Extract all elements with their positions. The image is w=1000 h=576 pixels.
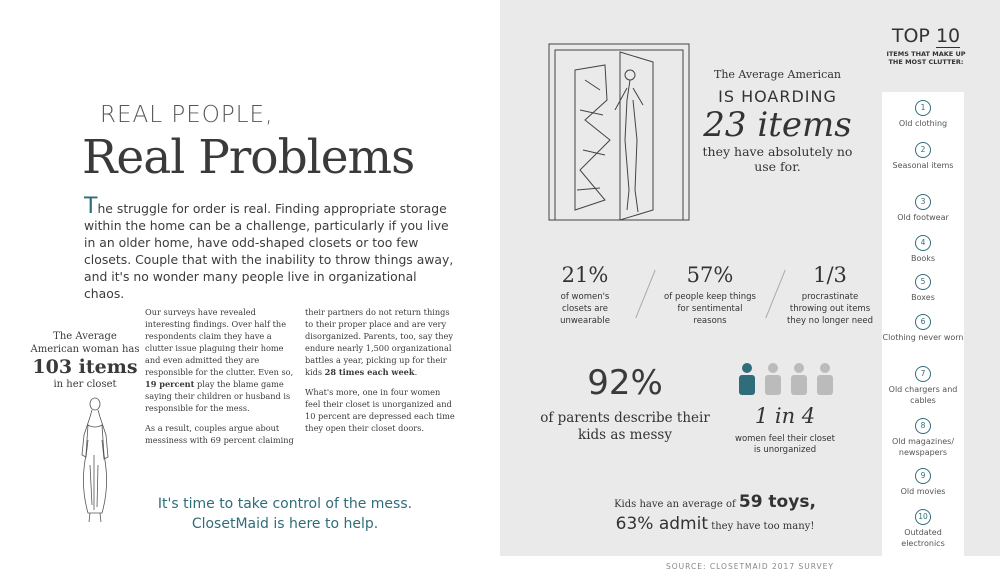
hoard-line-2: IS HOARDING	[718, 87, 837, 106]
list-item-label: Old clothing	[898, 119, 948, 128]
number-circle: 5	[915, 274, 931, 290]
stat-21-percent	[545, 262, 625, 327]
list-item	[882, 468, 964, 497]
toys-admit: 63% admit	[615, 514, 709, 534]
call-to-action	[150, 494, 420, 534]
list-item-label: Old magazines/ newspapers	[891, 437, 955, 457]
hoarding-stat	[700, 68, 855, 174]
stat-21-number: 21%	[561, 263, 609, 287]
drop-cap: T	[84, 194, 98, 219]
person-icon	[765, 363, 781, 395]
closet-door-illustration	[545, 40, 695, 225]
col2-bold: 28 times each week	[324, 367, 415, 377]
stat-57-percent	[660, 262, 760, 327]
top10-header	[880, 25, 972, 66]
woman-stat-number: 103 items	[32, 356, 138, 378]
stat-92-number: 92%	[587, 363, 663, 403]
stat-14-text: women feel their closet is unorganized	[735, 434, 835, 455]
list-item-label: Outdated electronics	[901, 528, 945, 548]
number-circle: 3	[915, 194, 931, 210]
number-circle: 7	[915, 366, 931, 382]
col2-text-b: .	[414, 367, 418, 377]
kicker: REAL PEOPLE,	[100, 102, 274, 128]
col2-text-a: their partners do not return things to their proper place and are very disorganized. Parents, too, say they endure nearly 1,500 organizational battles a year, picking up for their kids	[305, 307, 453, 377]
woman-stat-line-2: in her closet	[53, 379, 117, 390]
toys-line-2	[585, 514, 845, 534]
intro-paragraph	[84, 194, 454, 302]
stat-13-text: procrastinate throwing out items they no longer need	[787, 292, 873, 326]
hoard-number: 23 items	[703, 105, 852, 145]
col1-bold: 19 percent	[145, 379, 195, 389]
col1-paragraph-2: As a result, couples argue about messiness with 69 percent claiming	[145, 423, 294, 445]
top10-title-a: TOP	[891, 25, 936, 47]
person-icon	[817, 363, 833, 395]
woman-sketch-illustration	[70, 395, 120, 525]
number-circle: 1	[915, 100, 931, 116]
cta-line-1: It's time to take control of the mess.	[157, 496, 413, 512]
list-item	[882, 100, 964, 129]
person-icon-highlighted	[739, 363, 755, 395]
col1-text-a: Our surveys have revealed interesting findings. Over half the respondents claim they have a clutter issue plaguing their home and even admitted they are responsible for the clutter. Even so,	[145, 307, 294, 377]
toys-number: 59 toys,	[738, 492, 816, 512]
cta-line-2: ClosetMaid is here to help.	[191, 516, 379, 532]
toys-text-a: Kids have an average of	[614, 499, 739, 510]
number-circle: 10	[915, 509, 931, 525]
number-circle: 2	[915, 142, 931, 158]
col2-paragraph-2: What's more, one in four women feel their closet is unorganized and 10 percent are depressed each time they open their closet doors.	[305, 387, 455, 433]
stat-14-number: 1 in 4	[754, 404, 816, 428]
person-icon	[791, 363, 807, 395]
list-item	[882, 235, 964, 264]
top10-list	[882, 92, 964, 556]
stat-13-number: 1/3	[813, 263, 847, 287]
hoard-line-4: they have absolutely no use for.	[702, 144, 853, 174]
stat-57-number: 57%	[686, 263, 734, 287]
number-circle: 9	[915, 468, 931, 484]
list-item	[882, 142, 964, 171]
list-item	[882, 274, 964, 303]
headline: Real Problems	[82, 130, 415, 185]
stat-21-text: of women's closets are unwearable	[560, 292, 610, 326]
number-circle: 6	[915, 314, 931, 330]
number-circle: 4	[915, 235, 931, 251]
stat-57-text: of people keep things for sentimental reasons	[664, 292, 756, 326]
list-item	[882, 418, 964, 458]
list-item-label: Old movies	[900, 487, 946, 496]
stat-one-third	[785, 262, 875, 327]
top10-subtitle: ITEMS THAT MAKE UP THE MOST CLUTTER:	[886, 50, 966, 66]
hoard-line-1: The Average American	[714, 68, 841, 81]
stat-92-text: of parents describe their kids as messy	[540, 410, 710, 443]
col2-paragraph-1	[305, 306, 455, 378]
list-item	[882, 366, 964, 406]
toys-stat	[585, 492, 845, 534]
woman-stat-line-1: The Average American woman has	[30, 331, 140, 355]
number-circle: 8	[915, 418, 931, 434]
list-item-label: Clothing never worn	[882, 333, 964, 342]
list-item-label: Old chargers and cables	[888, 385, 958, 405]
list-item	[882, 509, 964, 549]
list-item-label: Boxes	[911, 293, 935, 302]
toys-text-b: they have too many!	[708, 521, 815, 532]
col1-paragraph-1	[145, 306, 295, 414]
body-column-2	[305, 306, 455, 442]
list-item	[882, 314, 964, 343]
top10-title-b: 10	[935, 25, 961, 47]
col1-text-b: play the blame game saying their children or husband is responsible for the mess.	[145, 379, 291, 413]
body-column-1	[145, 306, 295, 454]
list-item	[882, 194, 964, 223]
stat-one-in-four	[735, 403, 835, 456]
woman-closet-stat	[30, 330, 140, 391]
intro-text: he struggle for order is real. Finding appropriate storage within the home can be a challenge, particularly if you live in an older home, have odd-shaped closets or too few closets. Couple that with the inability to throw things away, and it's no wonder many people live in organizational chaos.	[84, 201, 454, 301]
toys-line-1	[585, 492, 845, 512]
list-item-label: Seasonal items	[892, 161, 954, 170]
list-item-label: Old footwear	[897, 213, 949, 222]
source-credit: SOURCE: CLOSETMAID 2017 SURVEY	[666, 562, 834, 571]
stat-92-percent	[540, 360, 710, 444]
people-icons	[737, 362, 837, 396]
top10-title	[880, 25, 972, 47]
list-item-label: Books	[910, 254, 936, 263]
